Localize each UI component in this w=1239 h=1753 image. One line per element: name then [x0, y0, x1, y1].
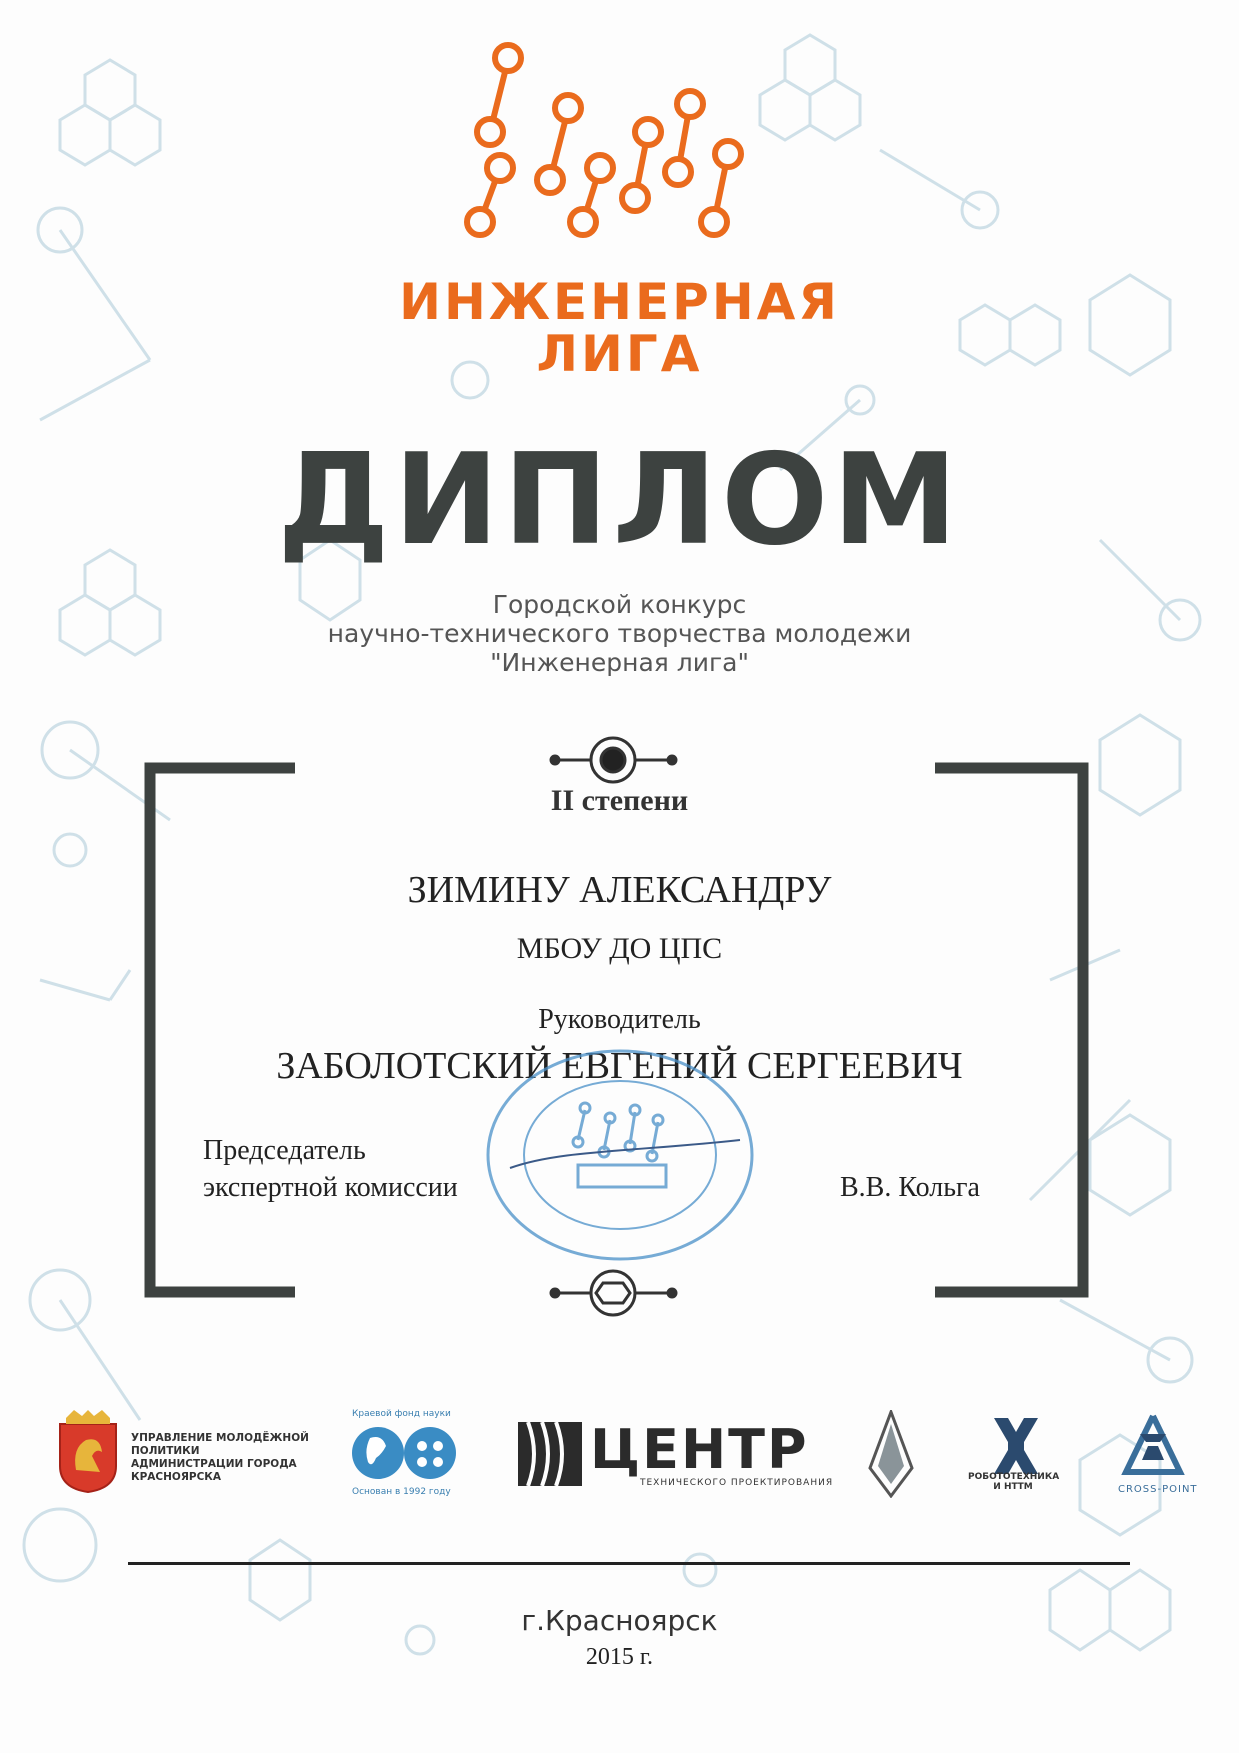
krasnoyarsk-coat-of-arms-icon — [56, 1408, 120, 1494]
contest-subtitle-line-3: "Инженерная лига" — [490, 648, 749, 677]
logo-line-1: ИНЖЕНЕРНАЯ — [399, 273, 840, 331]
crystal-logo-icon — [868, 1410, 914, 1498]
award-degree: II степени — [550, 784, 689, 817]
cross-point-logo-icon — [1120, 1412, 1186, 1480]
logo-line-2: ЛИГА — [536, 325, 703, 383]
contest-subtitle-line-2: научно-технического творчества молодежи — [327, 619, 912, 648]
supervisor-name: ЗАБОЛОТСКИЙ ЕВГЕНИЙ СЕРГЕЕВИЧ — [276, 1045, 963, 1087]
technical-design-center-emblem-icon — [518, 1422, 582, 1486]
science-fund-caption: Краевой фонд науки — [352, 1409, 451, 1419]
robotics-logo-icon — [988, 1418, 1044, 1474]
science-fund-logo-icon — [352, 1424, 458, 1482]
footer-divider — [128, 1562, 1130, 1565]
cross-point-logo-caption: CROSS-POINT — [1118, 1484, 1198, 1495]
logo-wordmark — [0, 273, 1239, 383]
contest-subtitle-line-1: Городской конкурс — [492, 590, 747, 619]
recipient-organization: МБОУ ДО ЦПС — [516, 932, 723, 965]
official-stamp-icon — [480, 1040, 760, 1270]
technical-design-center-subtitle: ТЕХНИЧЕСКОГО ПРОЕКТИРОВАНИЯ — [640, 1478, 834, 1488]
supervisor-label: Руководитель — [538, 1004, 701, 1035]
chair-title-line-1: Председатель — [203, 1135, 366, 1166]
engineering-league-logo-mark — [450, 40, 780, 270]
recipient-name: ЗИМИНУ АЛЕКСАНДРУ — [407, 869, 832, 911]
diploma-title: ДИПЛОМ — [277, 426, 962, 573]
youth-policy-department-logo: УПРАВЛЕНИЕ МОЛОДЁЖНОЙ ПОЛИТИКИ АДМИНИСТРАЦИИ ГОРОДА КРАСНОЯРСКА — [131, 1432, 309, 1483]
chair-name: В.В. Кольга — [840, 1172, 980, 1203]
robotics-logo-caption: РОБОТОТЕХНИКА И НТТМ — [968, 1472, 1060, 1492]
city: г.Красноярск — [521, 1604, 718, 1637]
chair-title-line-2: экспертной комиссии — [203, 1172, 458, 1203]
technical-design-center-logo: ЦЕНТР — [590, 1418, 809, 1481]
year: 2015 г. — [585, 1644, 654, 1670]
science-fund-founded: Основан в 1992 году — [352, 1487, 451, 1497]
